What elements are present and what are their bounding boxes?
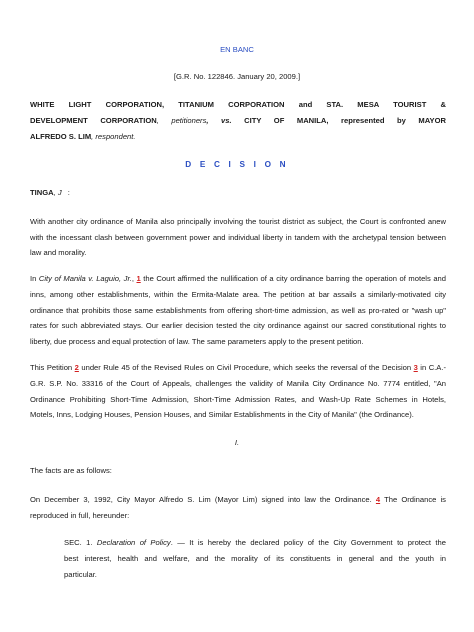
sec1-title: Declaration of Policy xyxy=(96,538,171,547)
p3-c: in C.A.- xyxy=(417,363,446,372)
p3-line-3: Ordinance Prohibiting Short-Time Admission, Short-Time Admission Rates, and Wash-Up Rate Schemes in Hotels, xyxy=(30,395,446,404)
respondent-name-2: ALFREDO S. LIM xyxy=(30,132,92,141)
section-number: I. xyxy=(234,438,240,447)
case-title: City of Manila v. Laguio, Jr. xyxy=(38,274,132,283)
p1-line-2: with the incessant clash between government power and individual liberty in tandem with the archetypal tension between xyxy=(30,233,446,242)
petitioners-names-2: DEVELOPMENT CORPORATION xyxy=(30,116,157,125)
ponente-suffix: , J xyxy=(53,188,62,197)
p1-line-1: With another city ordinance of Manila also principally involving the tourist district as subject, the Court is confronted anew xyxy=(30,217,446,226)
respondent-role: , respondent. xyxy=(91,132,136,141)
ponente-colon: : xyxy=(67,188,70,197)
respondent-name: CITY OF MANILA, represented by MAYOR xyxy=(244,116,446,125)
vs-label: , vs. xyxy=(206,116,232,125)
case-citation: [G.R. No. 122846. January 20, 2009.] xyxy=(173,72,301,81)
p4-line-1 xyxy=(30,494,446,506)
p4-a: On December 3, 1992, City Mayor Alfredo S. Lim (Mayor Lim) signed into law the Ordinance. xyxy=(30,495,376,504)
parties-line-3 xyxy=(30,131,446,143)
parties-line-2 xyxy=(30,115,446,127)
p2-line-3: ordinance that prohibits those same establishments from offering short-time admission, as well as pro-rated or "wash up" xyxy=(30,306,446,315)
p2-comma: , xyxy=(131,274,137,283)
footnote-link-2[interactable]: 2 xyxy=(74,363,79,372)
p2-line-5: liberty, due process and equal protection of law. The same parameters apply to the present petition. xyxy=(30,337,364,346)
p3-a: This Petition xyxy=(30,363,75,372)
footnote-link-3[interactable]: 3 xyxy=(413,363,418,372)
p1-line-3: law and morality. xyxy=(30,248,87,257)
p2-lead: In xyxy=(30,274,39,283)
footnote-link-4[interactable]: 4 xyxy=(375,495,381,504)
decision-heading: D E C I S I O N xyxy=(185,160,289,169)
p3-line-4: Motels, Inns, Lodging Houses, Pension Houses, and Similar Establishments in the City of Manila" (the Ordinance). xyxy=(30,410,414,419)
ponente-line xyxy=(30,187,446,199)
facts-intro: The facts are as follows: xyxy=(30,466,112,475)
p2-line-1 xyxy=(30,273,446,285)
p3-b: under Rule 45 of the Revised Rules on Civil Procedure, which seeks the reversal of the Decision xyxy=(78,363,414,372)
p4-line-2: reproduced in full, hereunder: xyxy=(30,511,130,520)
sec1-a: . — It is hereby the declared policy of the City Government to protect the xyxy=(170,538,446,547)
sec1-label: SEC. 1. xyxy=(64,538,97,547)
p2-rest-1: the Court affirmed the nullification of a city ordinance barring the operation of motels and xyxy=(140,274,447,283)
ponente-name: TINGA xyxy=(30,188,54,197)
sec1-line-1 xyxy=(64,537,446,549)
sec1-line-3: particular. xyxy=(64,570,97,579)
petitioners-role: , petitioners xyxy=(156,116,207,125)
p4-b: The Ordinance is xyxy=(380,495,446,504)
petitioners-line: WHITE LIGHT CORPORATION, TITANIUM CORPORATION and STA. MESA TOURIST & xyxy=(30,100,446,109)
footnote-link-1[interactable]: 1 xyxy=(136,274,141,283)
p3-line-1 xyxy=(30,362,446,374)
p3-line-2: G.R. S.P. No. 33316 of the Court of Appeals, challenges the validity of Manila City Ordinance No. 7774 entitled, "An xyxy=(30,379,446,388)
division-heading: EN BANC xyxy=(220,45,254,54)
sec1-line-2: best interest, health and welfare, and the morality of its constituents in general and the youth in xyxy=(64,554,446,563)
p2-line-2: inns, among other establishments, within the Ermita-Malate area. The petition at bar assails a similarly-motivated city xyxy=(30,290,446,299)
p2-line-4: rates for such abbreviated stays. Our earlier decision tested the city ordinance against our sacred constitutional rights to xyxy=(30,321,446,330)
